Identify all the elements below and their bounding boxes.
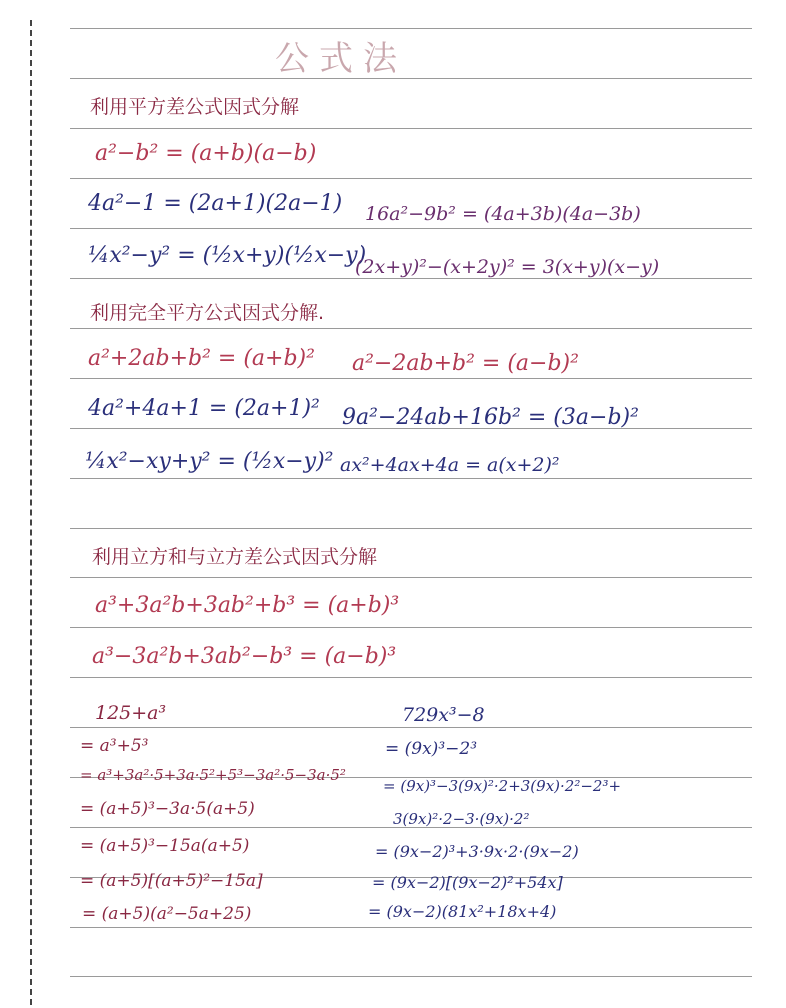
section2-example-3: ¼x²−xy+y² = (½x−y)² [85,449,334,474]
example-left-line: = a³+5³ [80,736,149,756]
ruled-line [70,478,752,479]
example-right-line: 3(9x)²·2−3·(9x)·2² [393,810,530,828]
section2-example-2: 9a²−24ab+16b² = (3a−b)² [342,405,639,430]
section2-example-4: ax²+4ax+4a = a(x+2)² [340,454,560,476]
ruled-line [70,78,752,79]
section1-example-2: 16a²−9b² = (4a+3b)(4a−3b) [365,203,641,225]
section2-formula-1: a²+2ab+b² = (a+b)² [88,346,315,371]
section1-example-3: ¼x²−y² = (½x+y)(½x−y) [88,243,367,268]
example-left-line: = a³+3a²·5+3a·5²+5³−3a²·5−3a·5² [80,766,346,784]
ruled-line [70,378,752,379]
example-left-line: = (a+5)(a²−5a+25) [82,904,252,924]
ruled-line [70,128,752,129]
example-right-line: = (9x−2)[(9x−2)²+54x] [372,873,563,892]
example-right-line: = (9x)³−2³ [385,739,478,759]
section2-heading: 利用完全平方公式因式分解. [90,302,325,324]
ruled-line [70,927,752,928]
example-left-line: 125+a³ [95,702,167,724]
binding-margin-line [30,20,32,1005]
ruled-line [70,278,752,279]
example-left-line: = (a+5)³−3a·5(a+5) [80,799,255,819]
ruled-line [70,976,752,977]
ruled-line [70,577,752,578]
example-left-line: = (a+5)[(a+5)²−15a] [80,871,263,891]
ruled-line [70,178,752,179]
ruled-line [70,677,752,678]
ruled-line [70,228,752,229]
section2-formula-2: a²−2ab+b² = (a−b)² [352,351,579,376]
ruled-line [70,727,752,728]
section1-formula: a²−b² = (a+b)(a−b) [95,141,317,166]
section2-example-1: 4a²+4a+1 = (2a+1)² [88,396,320,421]
section3-heading: 利用立方和与立方差公式因式分解 [92,546,378,568]
example-right-line: = (9x)³−3(9x)²·2+3(9x)·2²−2³+ [383,777,622,795]
ruled-line [70,328,752,329]
ruled-line [70,627,752,628]
section1-heading: 利用平方差公式因式分解 [90,96,300,118]
section3-formula-2: a³−3a²b+3ab²−b³ = (a−b)³ [92,644,397,669]
page-title: 公式法 [275,39,407,79]
section3-formula-1: a³+3a²b+3ab²+b³ = (a+b)³ [95,593,400,618]
ruled-line [70,28,752,29]
example-right-line: = (9x−2)(81x²+18x+4) [368,902,557,921]
example-right-line: = (9x−2)³+3·9x·2·(9x−2) [375,842,579,861]
ruled-line [70,528,752,529]
example-right-line: 729x³−8 [402,704,485,726]
section1-example-4: (2x+y)²−(x+2y)² = 3(x+y)(x−y) [355,256,660,278]
example-left-line: = (a+5)³−15a(a+5) [80,836,250,856]
section1-example-1: 4a²−1 = (2a+1)(2a−1) [88,191,343,216]
